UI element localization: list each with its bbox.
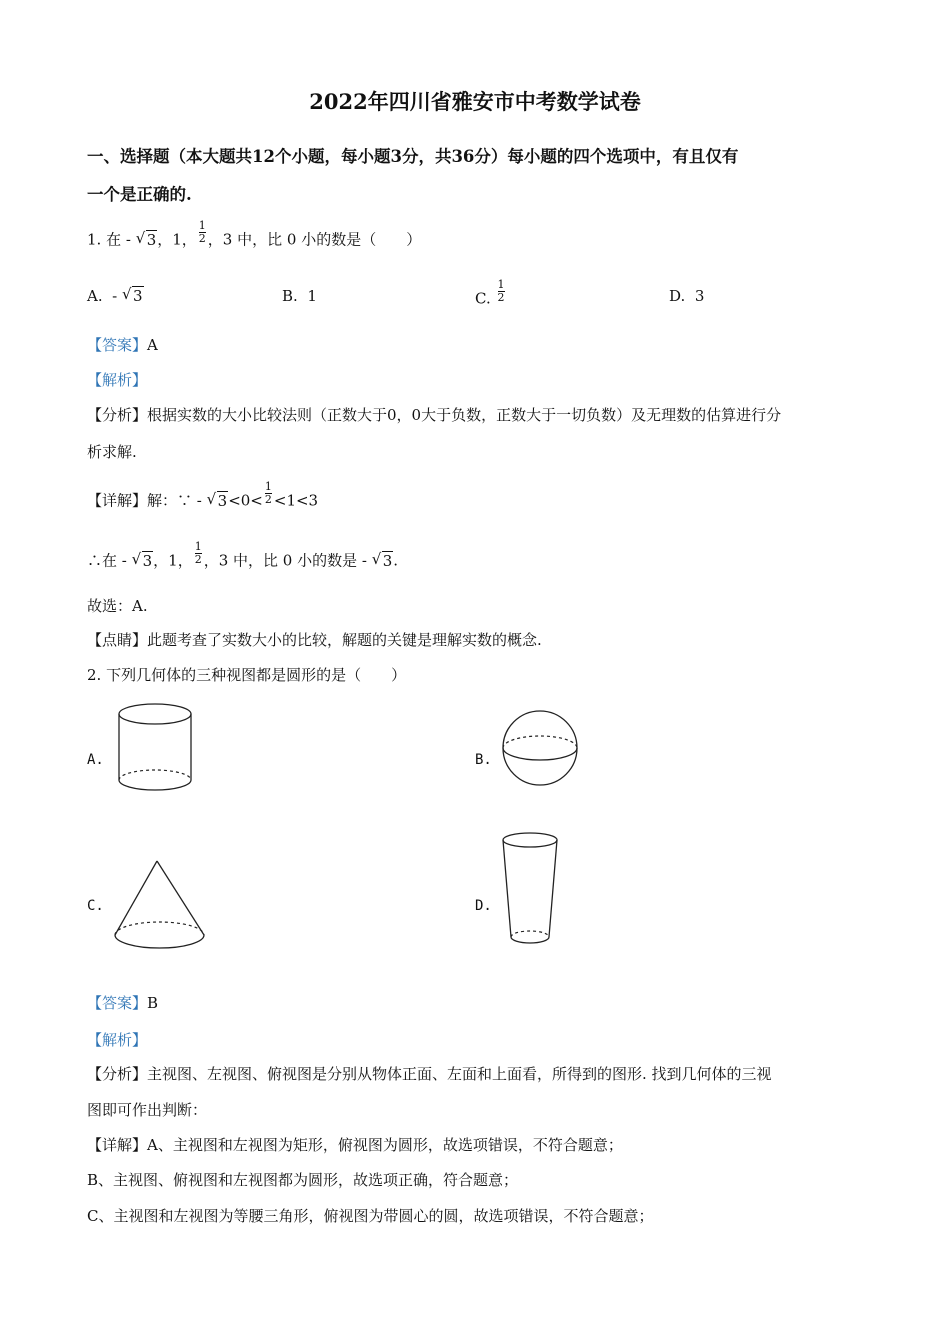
q2-label-d: D. bbox=[475, 898, 492, 914]
q2-fenxi-line1: 【分析】主视图、左视图、俯视图是分别从物体正面、左面和上面看，所得到的图形. 找到几何体的三视 bbox=[87, 1065, 772, 1083]
page-title: 2022年四川省雅安市中考数学试卷 bbox=[309, 89, 641, 114]
sphere-figure bbox=[500, 700, 580, 800]
q1-answer: 【答案】A bbox=[87, 336, 158, 354]
q1-option-c: C. $\frac{1}{2}$ bbox=[475, 278, 505, 308]
q1-stem-sqrt: √ 3 bbox=[135, 228, 157, 249]
q1-stem-suffix: ，3 中，比 0 小的数是（ ） bbox=[207, 230, 422, 249]
q2-stem: 2. 下列几何体的三种视图都是圆形的是（ ） bbox=[87, 666, 407, 684]
section-heading-line2: 一个是正确的. bbox=[87, 185, 192, 204]
q1-fenxi-line1: 【分析】根据实数的大小比较法则（正数大于0，0大于负数，正数大于一切负数）及无理数的估算进行分 bbox=[87, 406, 782, 424]
q1-option-d: D. 3 bbox=[669, 287, 705, 305]
q2-answer: 【答案】B bbox=[87, 994, 159, 1012]
q2-detail-a: 【详解】A、主视图和左视图为矩形，俯视图为圆形，故选项错误，不符合题意； bbox=[87, 1136, 623, 1154]
q1-stem-fraction: $\frac{1}{2}$ bbox=[198, 219, 206, 245]
cup-figure bbox=[498, 830, 568, 955]
q2-detail-b: B、主视图、俯视图和左视图都为圆形，故选项正确，符合题意； bbox=[87, 1171, 519, 1189]
cylinder-figure bbox=[110, 700, 200, 800]
q1-detail: 【详解】解：∵ - √ 3<0< $\frac{1}{2}$ <1<3 bbox=[87, 480, 319, 510]
q2-label-b: B. bbox=[475, 752, 492, 768]
q1-analysis-tag: 【解析】 bbox=[87, 371, 148, 389]
q1-therefore: ∴在 - √ 3，1， $\frac{1}{2}$ ，3 中，比 0 小的数是 - √ 3. bbox=[87, 540, 399, 570]
q1-dianjing: 【点睛】此题考查了实数大小的比较，解题的关键是理解实数的概念. bbox=[87, 631, 542, 649]
q1-stem-mid1: ，1， bbox=[157, 230, 197, 249]
q2-detail-c: C、主视图和左视图为等腰三角形，俯视图为带圆心的圆，故选项错误，不符合题意； bbox=[87, 1207, 654, 1225]
q1-stem-prefix: 1. 在 - bbox=[87, 230, 131, 249]
q1-choose: 故选：A. bbox=[87, 597, 148, 615]
section-heading-line1: 一、选择题（本大题共12个小题，每小题3分，共36分）每小题的四个选项中，有且仅有 bbox=[87, 147, 739, 166]
q1-option-b: B. 1 bbox=[282, 287, 317, 305]
q2-label-a: A. bbox=[87, 752, 104, 768]
cone-figure bbox=[110, 855, 210, 960]
q2-label-c: C. bbox=[87, 898, 104, 914]
q1-fenxi-line2: 析求解. bbox=[87, 443, 137, 461]
q1-option-a: A. - √ 3 bbox=[87, 285, 143, 305]
q2-analysis-tag: 【解析】 bbox=[87, 1031, 148, 1049]
q1-stem bbox=[87, 219, 422, 253]
q2-fenxi-line2: 图即可作出判断： bbox=[87, 1101, 208, 1119]
